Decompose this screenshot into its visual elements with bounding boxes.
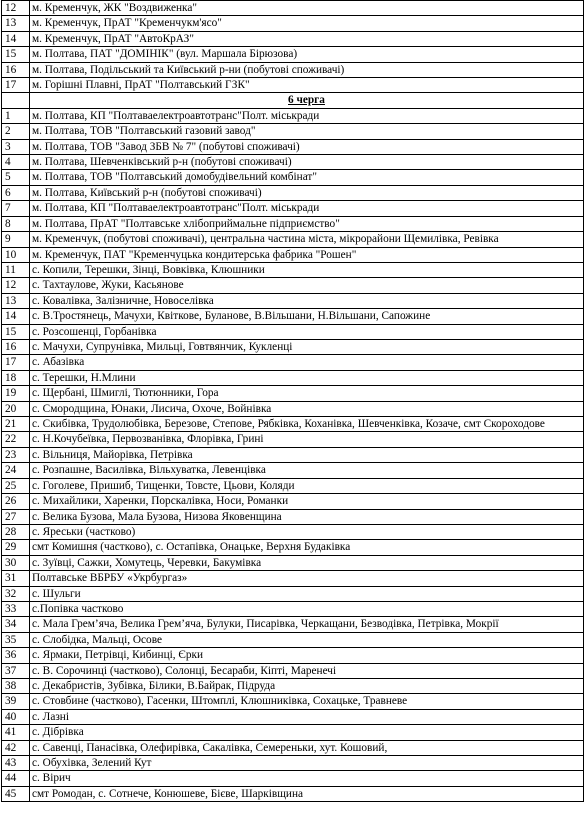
table-row (2, 370, 584, 385)
row-number: 16 (2, 62, 30, 77)
row-text: с. Велика Бузова, Мала Бузова, Низова Яковенщина (30, 509, 584, 524)
row-text: м. Кременчук, ЖК "Воздвиженка" (30, 1, 584, 16)
row-text: с. Терешки, Н.Млини (30, 370, 584, 385)
table-row (2, 694, 584, 709)
row-number: 23 (2, 447, 30, 462)
table-row (2, 170, 584, 185)
row-text: м. Полтава, Подільський та Київський р-ни (побутові споживачі) (30, 62, 584, 77)
row-number: 30 (2, 555, 30, 570)
row-number: 2 (2, 124, 30, 139)
table-row (2, 632, 584, 647)
row-number: 19 (2, 386, 30, 401)
row-text: с. В.Тростянець, Мачухи, Квіткове, Буланове, В.Вільшани, Н.Вільшани, Сапожине (30, 309, 584, 324)
table-row (2, 78, 584, 93)
row-text: с. Ковалівка, Залізничне, Новоселівка (30, 293, 584, 308)
section-header-row (2, 93, 584, 108)
table-row (2, 386, 584, 401)
table-row (2, 201, 584, 216)
table-row (2, 432, 584, 447)
row-number: 3 (2, 139, 30, 154)
table-row (2, 601, 584, 616)
table-row (2, 262, 584, 277)
row-number: 22 (2, 432, 30, 447)
row-text: с. Лазні (30, 709, 584, 724)
table-row (2, 185, 584, 200)
row-number: 36 (2, 648, 30, 663)
table-row (2, 401, 584, 416)
row-number: 15 (2, 47, 30, 62)
row-text: с. Ярмаки, Петрівці, Кибинці, Єрки (30, 648, 584, 663)
row-number: 14 (2, 309, 30, 324)
row-text: смт Комишня (частково), с. Остапівка, Онацьке, Верхня Будаківка (30, 540, 584, 555)
row-number: 33 (2, 601, 30, 616)
table-row (2, 139, 584, 154)
row-number: 7 (2, 201, 30, 216)
row-number: 31 (2, 571, 30, 586)
row-number: 24 (2, 463, 30, 478)
table-row (2, 555, 584, 570)
row-text: с. Декабристів, Зубівка, Білики, В.Байрак, Підруда (30, 678, 584, 693)
row-number: 17 (2, 355, 30, 370)
row-number: 32 (2, 586, 30, 601)
table-row (2, 155, 584, 170)
table-row (2, 725, 584, 740)
row-number: 5 (2, 170, 30, 185)
row-text: м. Полтава, КП "Полтаваелектроавтотранс"Полт. міськради (30, 201, 584, 216)
row-number: 41 (2, 725, 30, 740)
table-row (2, 16, 584, 31)
row-text: с. Дібрівка (30, 725, 584, 740)
row-number: 11 (2, 262, 30, 277)
row-number: 13 (2, 16, 30, 31)
row-text: с. Стовбине (частково), Гасенки, Штомплі, Клюшниківка, Сохацьке, Травневе (30, 694, 584, 709)
row-number: 39 (2, 694, 30, 709)
row-number: 12 (2, 278, 30, 293)
table-row (2, 31, 584, 46)
row-number: 13 (2, 293, 30, 308)
table-row (2, 47, 584, 62)
table-row (2, 571, 584, 586)
row-text: м. Полтава, ТОВ "Завод ЗБВ № 7" (побутові споживачі) (30, 139, 584, 154)
row-text: м. Кременчук, ПрАТ "АвтоКрАЗ" (30, 31, 584, 46)
row-number: 1 (2, 108, 30, 123)
row-text: с. Розпашне, Василівка, Вільхуватка, Левенцівка (30, 463, 584, 478)
row-number: 42 (2, 740, 30, 755)
table-row (2, 771, 584, 786)
table-row (2, 663, 584, 678)
table-row (2, 709, 584, 724)
table-row (2, 586, 584, 601)
row-number: 12 (2, 1, 30, 16)
table-row (2, 324, 584, 339)
table-row (2, 355, 584, 370)
table-row (2, 309, 584, 324)
row-text: м. Полтава, ТОВ "Полтавський домобудівельний комбінат" (30, 170, 584, 185)
row-number: 27 (2, 509, 30, 524)
row-text: с. Н.Кочубеївка, Первозванівка, Флорівка, Грині (30, 432, 584, 447)
row-number: 34 (2, 617, 30, 632)
schedule-table-body (2, 1, 584, 802)
row-text: с. Скибівка, Трудолюбівка, Березове, Степове, Рябківка, Коханівка, Шевченківка, Козаче, смт Скороходове (30, 416, 584, 432)
table-row (2, 293, 584, 308)
table-row (2, 786, 584, 801)
row-number: 8 (2, 216, 30, 231)
row-text: м. Кременчук, ПАТ "Кременчуцька кондитерська фабрика "Рошен" (30, 247, 584, 262)
row-text: с. Зуївці, Сажки, Хомутець, Черевки, Бакумівка (30, 555, 584, 570)
table-row (2, 339, 584, 354)
row-number: 16 (2, 339, 30, 354)
table-row (2, 124, 584, 139)
row-text: Полтавське ВБРБУ «Укрбургаз» (30, 571, 584, 586)
row-number: 15 (2, 324, 30, 339)
row-text: м. Кременчук, ПрАТ "Кременчукм'ясо" (30, 16, 584, 31)
table-row (2, 494, 584, 509)
row-number: 9 (2, 232, 30, 247)
row-number: 26 (2, 494, 30, 509)
row-text: с.Попівка частково (30, 601, 584, 616)
row-text: с. В. Сорочинці (частково), Солонці, Бесараби, Кіпті, Маренечі (30, 663, 584, 678)
row-number: 25 (2, 478, 30, 493)
table-row (2, 524, 584, 539)
row-text: м. Горішні Плавні, ПрАТ "Полтавський ГЗК" (30, 78, 584, 93)
row-number: 35 (2, 632, 30, 647)
table-row (2, 617, 584, 632)
row-text: с. Розсошенці, Горбанівка (30, 324, 584, 339)
row-text: с. Слобідка, Мальці, Осове (30, 632, 584, 647)
table-row (2, 740, 584, 755)
table-row (2, 1, 584, 16)
schedule-table (1, 0, 584, 802)
row-number: 38 (2, 678, 30, 693)
row-text: м. Полтава, Шевченківський р-н (побутові споживачі) (30, 155, 584, 170)
row-text: с. Савенці, Панасівка, Олефирівка, Сакалівка, Семереньки, хут. Кошовий, (30, 740, 584, 755)
row-text: с. Мачухи, Супрунівка, Мильці, Говтвянчик, Кукленці (30, 339, 584, 354)
row-text: с. Тахтаулове, Жуки, Касьянове (30, 278, 584, 293)
row-text: с. Гоголеве, Пришиб, Тищенки, Товсте, Цьови, Коляди (30, 478, 584, 493)
row-number: 18 (2, 370, 30, 385)
row-text: с. Обухівка, Зелений Кут (30, 756, 584, 771)
table-row (2, 678, 584, 693)
row-text: с. Вірич (30, 771, 584, 786)
row-number: 21 (2, 416, 30, 432)
row-text: с. Абазівка (30, 355, 584, 370)
table-row (2, 478, 584, 493)
table-row (2, 108, 584, 123)
row-number: 45 (2, 786, 30, 801)
row-text: м. Полтава, КП "Полтаваелектроавтотранс"Полт. міськради (30, 108, 584, 123)
row-number: 17 (2, 78, 30, 93)
table-row (2, 756, 584, 771)
row-number: 20 (2, 401, 30, 416)
table-row (2, 216, 584, 231)
table-row (2, 447, 584, 462)
row-text: с. Михайлики, Харенки, Порскалівка, Носи, Романки (30, 494, 584, 509)
table-row (2, 416, 584, 432)
table-row (2, 62, 584, 77)
row-text: м. Полтава, ТОВ "Полтавський газовий завод" (30, 124, 584, 139)
row-number: 43 (2, 756, 30, 771)
table-row (2, 540, 584, 555)
table-row (2, 247, 584, 262)
section-header-empty (2, 93, 30, 108)
row-text: м. Полтава, Київський р-н (побутові споживачі) (30, 185, 584, 200)
table-row (2, 232, 584, 247)
row-number: 44 (2, 771, 30, 786)
row-text: м. Полтава, ПАТ "ДОМІНІК" (вул. Маршала Бірюзова) (30, 47, 584, 62)
row-number: 28 (2, 524, 30, 539)
row-text: с. Вільниця, Майорівка, Петрівка (30, 447, 584, 462)
table-row (2, 648, 584, 663)
row-text: с. Копили, Терешки, Зінці, Вовківка, Клюшники (30, 262, 584, 277)
table-row (2, 278, 584, 293)
row-number: 29 (2, 540, 30, 555)
row-number: 10 (2, 247, 30, 262)
row-number: 6 (2, 185, 30, 200)
row-number: 40 (2, 709, 30, 724)
row-number: 14 (2, 31, 30, 46)
row-text: с. Шульги (30, 586, 584, 601)
section-header: 6 черга (30, 93, 584, 108)
row-text: м. Кременчук, (побутові споживачі), центральна частина міста, мікрорайони Щемилівка, Ревівка (30, 232, 584, 247)
table-row (2, 463, 584, 478)
row-number: 4 (2, 155, 30, 170)
row-text: смт Ромодан, с. Сотнече, Конюшеве, Бієве, Шарківщина (30, 786, 584, 801)
row-text: с. Яреськи (частково) (30, 524, 584, 539)
row-text: с. Мала Грем’яча, Велика Грем’яча, Булуки, Писарівка, Черкащани, Безводівка, Петрівка, Мокрії (30, 617, 584, 632)
row-text: с. Щербані, Шмиглі, Тютюнники, Гора (30, 386, 584, 401)
row-text: с. Смородщина, Юнаки, Лисича, Охоче, Войнівка (30, 401, 584, 416)
row-number: 37 (2, 663, 30, 678)
row-text: м. Полтава, ПрАТ "Полтавське хлібоприймальне підприємство" (30, 216, 584, 231)
table-row (2, 509, 584, 524)
